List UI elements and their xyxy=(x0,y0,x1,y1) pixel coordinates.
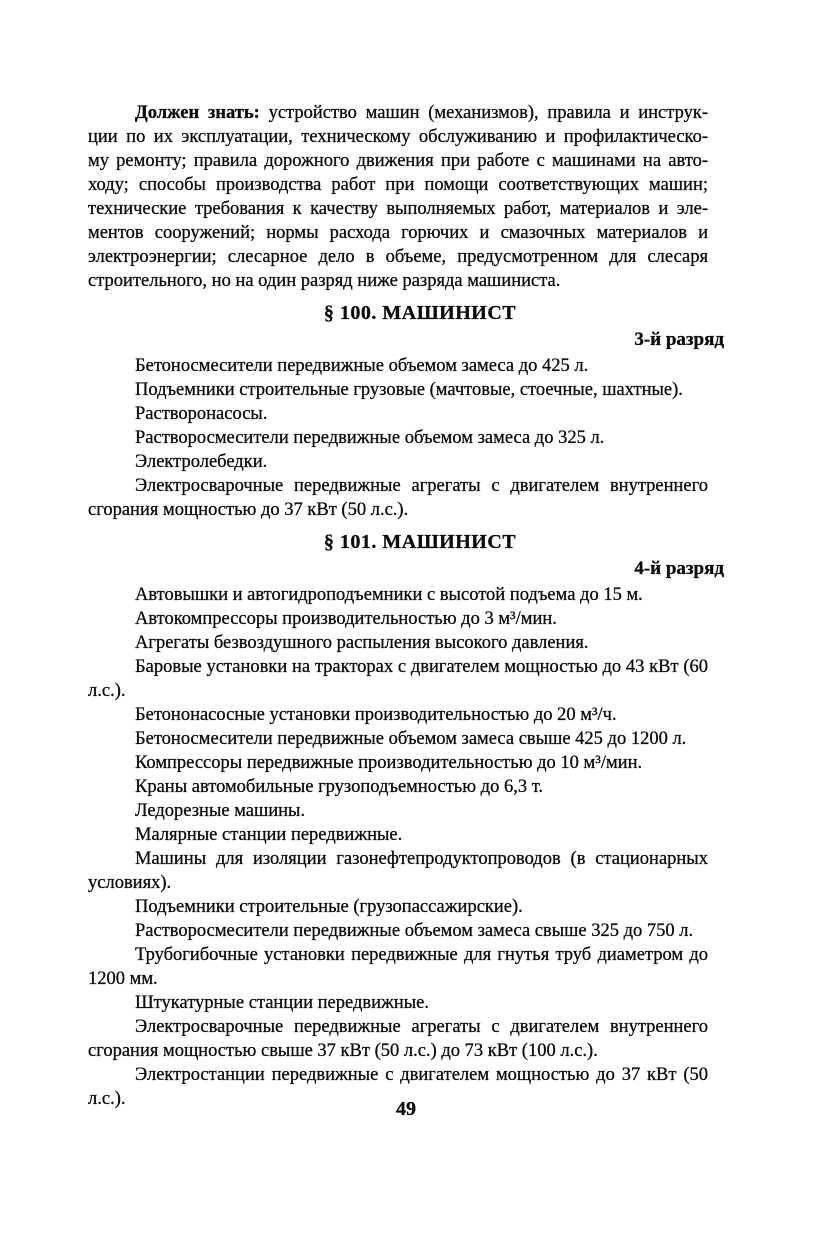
list-item: Бетоносмесители передвижные объемом замеса до 425 л. xyxy=(135,356,589,376)
intro-line: ции по их эксплуатации, техническому обслуживанию и профилактическо- xyxy=(88,127,708,147)
section-101 xyxy=(88,530,724,1111)
list-item: Краны автомобильные грузоподъемностью до 6,3 т. xyxy=(135,777,544,797)
intro-paragraph xyxy=(88,101,708,293)
intro-line: технические требования к качеству выполняемых работ, материалов и эле- xyxy=(88,199,708,219)
list-item: Электросварочные передвижные агрегаты с двигателем внутреннего сгорания мощностью до 37 кВт (50 л.с.). xyxy=(88,476,708,520)
intro-lead: Должен знать: xyxy=(135,103,260,123)
intro-line: электроэнергии; слесарное дело в объеме, предусмотренном для слесаря xyxy=(88,247,708,267)
list-item: Электросварочные передвижные агрегаты с двигателем внутреннего сгорания мощностью свыше 37 кВт (50 л.с.) до 73 кВт (100 л.с.). xyxy=(88,1017,708,1061)
intro-line: му ремонту; правила дорожного движения при работе с машинами на авто- xyxy=(88,151,708,171)
list-item: Баровые установки на тракторах с двигателем мощностью до 43 кВт (60 л.с.). xyxy=(88,657,708,701)
items-list xyxy=(88,354,708,522)
list-item: Трубогибочные установки передвижные для гнутья труб диаметром до 1200 мм. xyxy=(88,945,708,989)
list-item: Малярные станции передвижные. xyxy=(135,825,403,845)
list-item: Растворосмесители передвижные объемом замеса свыше 325 до 750 л. xyxy=(135,921,694,941)
list-item: Электростанции передвижные с двигателем мощностью до 37 кВт (50 л.с.). xyxy=(88,1065,708,1109)
intro-line: ходу; способы производства работ при помощи соответствующих машин; xyxy=(88,175,708,195)
intro-first-line-text: устройство машин (механизмов), правила и инструк- xyxy=(259,103,708,123)
section-heading: § 101. МАШИНИСТ xyxy=(323,531,517,553)
section-heading: § 100. МАШИНИСТ xyxy=(323,302,517,324)
list-item: Компрессоры передвижные производительностью до 10 м³/мин. xyxy=(135,753,643,773)
list-item: Растворосмесители передвижные объемом замеса до 325 л. xyxy=(135,428,605,448)
list-item: Подъемники строительные (грузопассажирские). xyxy=(135,897,523,917)
grade-label: 3-й разряд xyxy=(634,329,724,350)
list-item: Машины для изоляции газонефтепродуктопроводов (в стационарных условиях). xyxy=(88,849,708,893)
list-item: Бетоносмесители передвижные объемом замеса свыше 425 до 1200 л. xyxy=(135,729,687,749)
list-item: Агрегаты безвоздушного распыления высокого давления. xyxy=(135,633,589,653)
list-item: Бетононасосные установки производительностью до 20 м³/ч. xyxy=(135,705,617,725)
list-item: Ледорезные машины. xyxy=(135,801,306,821)
list-item: Автовышки и автогидроподъемники с высотой подъема до 15 м. xyxy=(135,585,643,605)
list-item: Штукатурные станции передвижные. xyxy=(135,993,429,1013)
intro-first-line xyxy=(88,101,708,125)
list-item: Подъемники строительные грузовые (мачтовые, стоечные, шахтные). xyxy=(135,380,683,400)
grade-label: 4-й разряд xyxy=(634,558,724,579)
items-list xyxy=(88,583,708,1111)
intro-lines xyxy=(88,125,708,293)
intro-line: строительного, но на один разряд ниже разряда машиниста. xyxy=(88,271,561,291)
page-number: 49 xyxy=(396,1098,416,1120)
list-item: Электролебедки. xyxy=(135,452,268,472)
list-item: Растворонасосы. xyxy=(135,404,268,424)
section-100 xyxy=(88,301,724,522)
list-item: Автокомпрессоры производительностью до 3 м³/мин. xyxy=(135,609,557,629)
intro-line: ментов сооружений; нормы расхода горючих и смазочных материалов и xyxy=(88,223,708,243)
